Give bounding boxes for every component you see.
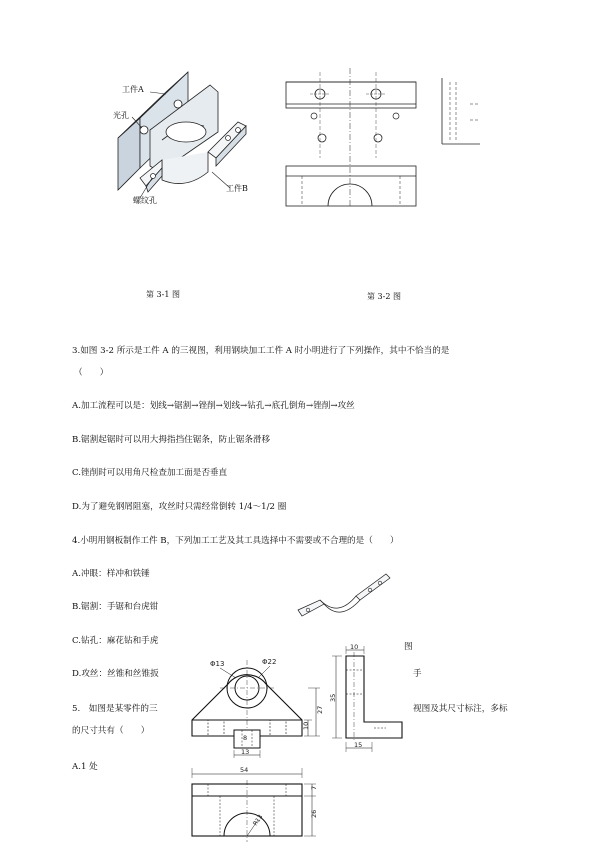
question-3-option-c: C.锉削时可以用角尺检查加工面是否垂直: [72, 468, 228, 478]
question-3-option-b: B.锯割起锯时可以用大拇指挡住锯条，防止锯条滑移: [72, 435, 271, 445]
question-3-option-a: A.加工流程可以是：划线→锯割→锉削→划线→钻孔→底孔倒角→锉削→攻丝: [72, 401, 355, 411]
figure-3-2-drawing: [280, 68, 500, 208]
question-4-fragment-tu: 图: [404, 642, 413, 652]
question-4-option-d: D.攻丝：丝锥和丝锥扳: [72, 669, 159, 679]
figure-3-1-drawing: [100, 60, 250, 220]
label-part-a: 工件A: [122, 85, 144, 94]
dim-10-front: 10: [302, 721, 310, 730]
q5-side-view: [328, 644, 408, 756]
dim-8: 8: [243, 734, 248, 742]
label-thread-hole: 螺纹孔: [133, 196, 157, 205]
question-4-option-a: A.冲眼：样冲和铁锤: [72, 569, 150, 579]
dim-phi13: Φ13: [210, 660, 225, 668]
question-4-option-b: B.锯割：手锯和台虎钳: [72, 602, 159, 612]
q5-top-view: [180, 766, 320, 842]
question-4-fragment-shou: 手: [413, 669, 422, 679]
dim-7: 7: [310, 785, 318, 790]
part-b-sketch: [294, 566, 404, 626]
figure-3-2-caption: 第 3-2 图: [367, 292, 401, 301]
question-4-option-c: C.钻孔：麻花钻和手虎: [72, 636, 159, 646]
label-smooth-hole: 光孔: [113, 111, 129, 120]
question-5-line-2: 的尺寸共有（ ）: [72, 726, 150, 736]
question-3-option-d: D.为了避免钢屑阻塞，攻丝时只需经常倒转 1/4～1/2 圈: [72, 502, 287, 512]
dim-phi22: Φ22: [262, 658, 277, 666]
question-5-stem-left: 5. 如图是某零件的三: [72, 704, 158, 714]
dim-35: 35: [329, 693, 337, 702]
question-5-option-a: A.1 处: [72, 762, 98, 772]
dim-10-side: 10: [350, 643, 359, 651]
q5-front-view: [180, 650, 324, 760]
dim-r13: R13: [251, 813, 265, 828]
dim-54: 54: [240, 766, 249, 774]
dim-27: 27: [316, 705, 324, 714]
question-4-stem: 4.小明用钢板制作工件 B，下列加工工艺及其工具选择中不需要或不合理的是（ ）: [72, 536, 399, 546]
dim-13-width: 13: [241, 748, 250, 756]
dim-26: 26: [310, 809, 318, 818]
question-3-stem: 3.如图 3-2 所示是工件 A 的三视图，利用钢块加工工件 A 时小明进行了下列操作，其中不恰当的是: [72, 346, 450, 356]
question-3-paren: （ ）: [74, 368, 109, 378]
label-part-b: 工件B: [226, 184, 248, 193]
figure-3-1-caption: 第 3-1 图: [146, 290, 180, 299]
question-5-stem-right: 视图及其尺寸标注，多标: [413, 704, 508, 714]
dim-15: 15: [354, 741, 363, 749]
